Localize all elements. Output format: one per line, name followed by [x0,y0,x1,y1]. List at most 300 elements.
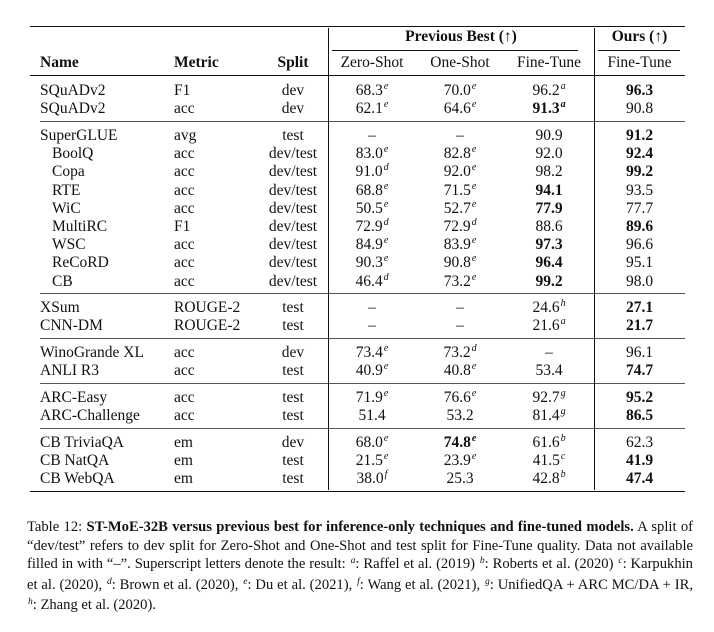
cell-metric-value: ROUGE-2 [174,317,241,335]
cell-ours-value: 89.6 [625,217,654,235]
table-row [30,144,685,163]
cell-ours [594,316,685,335]
caption-text: A split of “dev/test” refers to dev split for Zero-Shot and One-Shot and test split for Fine-Tune quality. Data not available filled in with “–”. Superscript letters denote the result: [27,519,693,572]
cell-name-value: SQuADv2 [40,100,106,118]
cell-split-value: dev/test [268,217,318,235]
cell-metric-value: F1 [174,82,191,99]
citation-superscript: c [560,451,566,463]
cell-split [246,253,340,272]
cell-metric-value: avg [174,126,197,144]
cell-ours [594,199,685,218]
cell-one-shot-value: – [456,126,464,144]
cell-name [52,144,93,163]
cell-one-shot-value: – [456,317,464,335]
cell-name [40,298,80,317]
cell-metric [174,361,195,380]
cell-split-value: test [282,470,304,488]
cell-split-value: dev [281,344,305,362]
cell-ours [594,406,685,425]
citation-superscript: e [383,99,389,111]
cell-metric [174,406,195,425]
citation-superscript: g [560,406,566,418]
cell-ours-value: 92.4 [625,145,654,163]
caption-label: Table 12: [27,519,87,535]
citation-superscript: e [383,451,389,463]
table-row [30,316,685,335]
cell-zero-shot-value: 68.8 [355,181,383,199]
cell-metric-value: acc [174,199,195,217]
cell-split [246,469,340,488]
cell-fine-tune-value: – [545,344,553,362]
table-row [30,298,685,317]
cell-fine-tune-value: 24.6 [532,299,560,317]
col-header-zero-shot: Zero-Shot [340,54,404,71]
ours-underline [598,50,680,51]
cell-fine-tune-value: 98.2 [535,163,563,181]
cell-split [246,361,340,380]
cell-ours-value: 74.7 [625,362,654,380]
cell-name-value: CB TriviaQA [40,433,124,451]
cell-fine-tune-value: 99.2 [535,272,563,290]
cell-metric [174,235,195,254]
cell-ours [594,361,685,380]
cell-split [246,81,340,100]
cell-name [40,388,107,407]
cell-split [246,388,340,407]
cell-fine-tune [504,469,594,490]
cell-split-value: dev [281,100,305,118]
cell-zero-shot [328,272,416,293]
cell-fine-tune [504,316,594,337]
cell-zero-shot-value: 38.0 [356,470,384,488]
group-separator-rule [40,293,685,294]
bottom-rule [30,491,685,492]
citation-superscript: d [383,216,389,228]
cell-metric [174,388,195,407]
cell-one-shot-value: 23.9 [443,452,471,470]
cell-fine-tune [504,99,594,120]
cell-ours-value: 77.7 [625,199,654,217]
cell-split [246,272,340,291]
cell-split-value: dev/test [268,181,318,199]
cell-metric-value: acc [174,407,195,425]
cell-name-value: Copa [52,163,85,181]
cell-zero-shot-value: 51.4 [358,407,386,425]
reference-superscript: e [243,576,248,587]
cell-ours [594,451,685,470]
cell-zero-shot-value: 83.0 [355,145,383,163]
table-caption [27,518,693,617]
reference-superscript: f [357,576,360,587]
cell-zero-shot-value: 21.5 [355,452,383,470]
cell-split-value: dev/test [268,236,318,254]
cell-name [40,469,115,488]
table-row [30,99,685,118]
table-row [30,217,685,236]
table-row [30,406,685,425]
cell-name [52,162,85,181]
cell-one-shot-value: – [456,299,464,317]
cell-fine-tune [504,343,594,362]
cell-name-value: ARC-Challenge [40,407,140,425]
cell-name [52,235,86,254]
cell-fine-tune-value: 96.2 [532,82,560,99]
table-row [30,343,685,362]
citation-superscript: e [471,451,477,463]
cell-one-shot-value: 40.8 [443,362,471,380]
cell-split-value: dev/test [268,145,318,163]
cell-name [40,126,118,145]
cell-metric [174,99,195,118]
citation-superscript: e [383,361,389,373]
reference-text: : Wang et al. (2021), [359,576,485,593]
citation-superscript: e [383,432,389,444]
cell-fine-tune-value: 97.3 [535,236,563,254]
cell-fine-tune-value: 61.6 [532,433,560,451]
table-row [30,199,685,218]
cell-name-value: CB WebQA [40,470,115,488]
citation-superscript: e [471,162,477,174]
cell-fine-tune [504,272,594,291]
cell-split-value: dev/test [268,199,318,217]
cell-one-shot-value: 76.6 [443,389,471,406]
citation-superscript: b [560,432,566,444]
cell-fine-tune-value: 77.9 [535,199,563,217]
cell-split-value: dev/test [268,272,318,290]
cell-name [52,253,109,272]
cell-name-value: RTE [52,181,81,199]
cell-zero-shot [328,316,416,335]
table-row [30,272,685,291]
cell-metric-value: acc [174,362,195,380]
cell-ours [594,469,685,488]
cell-split-value: test [282,299,304,317]
reference-superscript: b [479,556,485,566]
cell-split [246,343,340,362]
cell-name [40,433,124,452]
cell-one-shot [416,361,504,382]
cell-fine-tune-value: 42.8 [532,470,560,488]
reference-superscript: a [350,556,356,566]
col-header-one-shot: One-Shot [430,54,490,71]
cell-name [40,316,103,335]
cell-name-value: CNN-DM [40,317,103,335]
col-header-name: Name [40,54,79,71]
cell-split [246,316,340,335]
previous-best-underline [332,50,578,51]
cell-split-value: dev/test [268,254,318,272]
cell-name [52,181,80,200]
cell-name-value: WinoGrande XL [40,344,144,362]
cell-ours [594,144,685,163]
citation-superscript: e [471,361,477,373]
cell-split [246,217,340,236]
citation-superscript: e [383,180,389,192]
cell-one-shot [416,316,504,335]
reference-text: : Raffel et al. (2019) [355,556,479,572]
cell-fine-tune-value: 94.1 [535,181,563,199]
cell-split [246,298,340,317]
citation-superscript: e [383,343,389,355]
cell-fine-tune [504,217,594,236]
table-row [30,361,685,380]
cell-metric-value: acc [174,145,195,163]
group-separator-rule [40,383,685,384]
cell-fine-tune [504,253,594,272]
cell-name-value: CB NatQA [40,452,110,470]
cell-fine-tune-value: 92.0 [535,145,563,163]
citation-superscript: a [560,99,566,111]
cell-name [52,217,107,236]
cell-name [40,406,140,425]
cell-zero-shot-value: 68.3 [355,82,383,99]
cell-zero-shot [328,469,416,490]
citation-superscript: e [471,235,477,247]
cell-zero-shot [328,406,416,425]
cell-fine-tune [504,406,594,427]
cell-fine-tune-value: 41.5 [532,452,560,470]
table-row [30,181,685,200]
cell-metric [174,199,195,218]
cell-metric-value: acc [174,163,195,181]
cell-fine-tune-value: 81.4 [532,407,560,425]
cell-one-shot-value: 71.5 [443,181,471,199]
citation-superscript: e [383,81,389,92]
reference-superscript: c [618,556,623,566]
cell-metric [174,253,195,272]
cell-split-value: dev [281,433,305,451]
cell-fine-tune-value: 92.7 [532,389,560,406]
cell-zero-shot-value: 91.0 [355,163,383,181]
cell-one-shot-value: 90.8 [443,254,471,272]
cell-metric [174,272,195,291]
cell-split-value: test [282,452,304,470]
cell-metric [174,316,240,335]
cell-one-shot [416,469,504,488]
cell-split-value: dev/test [268,163,318,181]
cell-fine-tune [504,361,594,380]
cell-name [40,343,144,362]
cell-zero-shot-value: 72.9 [355,217,383,235]
cell-ours [594,298,685,317]
citation-superscript: e [471,388,477,399]
cell-one-shot-value: 73.2 [443,272,471,290]
cell-name [40,99,105,118]
cell-name [40,361,99,380]
reference-text: : Zhang et al. (2020). [32,597,156,613]
reference-superscript: d [106,576,112,587]
citation-superscript: a [560,81,566,92]
reference-text: : Du et al. (2021), [247,576,357,593]
cell-ours [594,272,685,291]
cell-one-shot-value: 74.8 [443,433,471,451]
cell-zero-shot-value: 46.4 [355,272,383,290]
cell-name-value: WSC [52,236,86,254]
cell-metric-value: F1 [174,217,191,235]
cell-split [246,235,340,254]
cell-metric-value: acc [174,181,195,199]
cell-zero-shot [328,298,416,317]
top-rule [30,26,685,27]
citation-superscript: d [471,343,477,355]
cell-ours-value: 95.2 [625,389,654,406]
cell-name-value: CB [52,272,73,290]
cell-name [40,451,109,470]
reference-text: : Karpukhin et al. (2020), [27,556,693,593]
cell-metric [174,126,196,145]
cell-split-value: test [282,389,304,406]
cell-metric [174,451,193,470]
cell-split [246,199,340,218]
citation-superscript: e [471,180,477,192]
citation-superscript: e [383,144,389,156]
cell-split-value: dev [281,82,305,99]
cell-zero-shot-value: 50.5 [355,199,383,217]
cell-metric-value: acc [174,344,195,362]
cell-metric [174,298,240,317]
cell-split [246,99,340,118]
cell-fine-tune-value: 91.3 [532,100,560,118]
cell-ours [594,253,685,272]
cell-zero-shot-value: – [368,126,376,144]
cell-zero-shot-value: 73.4 [355,344,383,362]
col-header-split: Split [277,54,309,71]
cell-metric [174,343,195,362]
citation-superscript: e [383,253,389,265]
reference-text: : Roberts et al. (2020) [484,556,618,572]
cell-ours [594,433,685,452]
table-row [30,469,685,488]
cell-ours [594,343,685,362]
cell-ours-value: 47.4 [625,470,654,488]
cell-metric-value: acc [174,100,195,118]
cell-ours-value: 96.6 [625,236,654,254]
cell-split [246,162,340,181]
cell-zero-shot [328,99,416,120]
cell-fine-tune-value: 90.9 [535,126,563,144]
citation-superscript: e [383,198,389,210]
cell-split-value: test [282,317,304,335]
cell-name-value: BoolQ [52,145,94,163]
cell-ours-value: 86.5 [625,407,654,425]
cell-fine-tune [504,126,594,145]
reference-superscript: g [485,576,490,587]
cell-name-value: WiC [52,199,81,217]
citation-superscript: d [383,162,389,174]
citation-superscript: f [384,469,388,481]
cell-metric [174,469,193,488]
cell-name-value: SuperGLUE [40,126,118,144]
group-separator-rule [40,428,685,429]
vertical-rule-left [328,28,329,490]
cell-one-shot-value: 72.9 [443,217,471,235]
cell-zero-shot-value: 71.9 [355,389,383,406]
cell-one-shot-value: 53.2 [446,407,474,425]
cell-fine-tune [504,162,594,181]
cell-metric-value: ROUGE-2 [174,299,241,317]
citation-superscript: g [560,388,566,399]
cell-ours-value: 90.8 [625,100,654,118]
cell-ours-value: 62.3 [625,433,654,451]
cell-one-shot [416,406,504,425]
cell-fine-tune-value: 53.4 [535,362,563,380]
citation-superscript: b [560,469,566,481]
cell-zero-shot-value: 90.3 [355,254,383,272]
cell-one-shot [416,126,504,145]
cell-metric-value: em [174,470,193,488]
citation-superscript: e [471,271,477,283]
table-row [30,451,685,470]
header-rule [30,75,685,76]
cell-ours-value: 96.1 [625,344,654,362]
cell-metric [174,162,195,181]
reference-superscript: h [28,597,33,607]
citation-superscript: e [471,81,477,92]
cell-split-value: test [282,362,304,380]
cell-metric-value: acc [174,272,195,290]
cell-name-value: ARC-Easy [40,389,108,406]
group-separator-rule [40,121,685,122]
cell-ours-value: 99.2 [625,163,654,181]
cell-split [246,181,340,200]
reference-text: : Brown et al. (2020), [111,576,243,593]
cell-name-value: MultiRC [52,217,108,235]
cell-ours [594,126,685,145]
vertical-rule-right [594,28,595,490]
cell-zero-shot-value: 62.1 [355,100,383,118]
cell-ours [594,388,685,407]
table-row [30,162,685,181]
citation-superscript: e [471,253,477,265]
cell-metric [174,144,195,163]
table-row [30,126,685,145]
cell-ours [594,235,685,254]
cell-ours [594,217,685,236]
cell-split [246,144,340,163]
cell-metric-value: em [174,433,193,451]
caption-bold-text: ST-MoE-32B versus previous best for inference-only techniques and fine-tuned models. [86,519,634,535]
header-previous-best: Previous Best (↑) [405,28,517,45]
cell-ours-value: 98.0 [625,272,654,290]
cell-split-value: test [282,126,304,144]
cell-one-shot-value: 25.3 [446,470,474,488]
cell-ours [594,162,685,181]
cell-one-shot-value: 52.7 [443,199,471,217]
cell-ours-value: 93.5 [625,181,654,199]
cell-one-shot-value: 70.0 [443,82,471,99]
table-row [30,253,685,272]
col-header-fine-tune: Fine-Tune [516,54,582,71]
cell-fine-tune-value: 88.6 [535,217,563,235]
cell-ours-value: 95.1 [625,254,654,272]
group-separator-rule [40,338,685,339]
cell-one-shot [416,272,504,293]
cell-metric [174,81,190,100]
cell-ours-value: 91.2 [625,126,654,144]
cell-fine-tune [504,235,594,254]
cell-ours [594,81,685,100]
cell-metric [174,217,190,236]
cell-zero-shot-value: – [368,299,376,317]
citation-superscript: e [471,99,477,111]
cell-zero-shot-value: – [368,317,376,335]
cell-ours [594,99,685,118]
citation-superscript: e [471,198,477,210]
cell-zero-shot-value: 68.0 [355,433,383,451]
cell-split [246,406,340,425]
cell-zero-shot [328,361,416,382]
cell-zero-shot-value: 40.9 [355,362,383,380]
